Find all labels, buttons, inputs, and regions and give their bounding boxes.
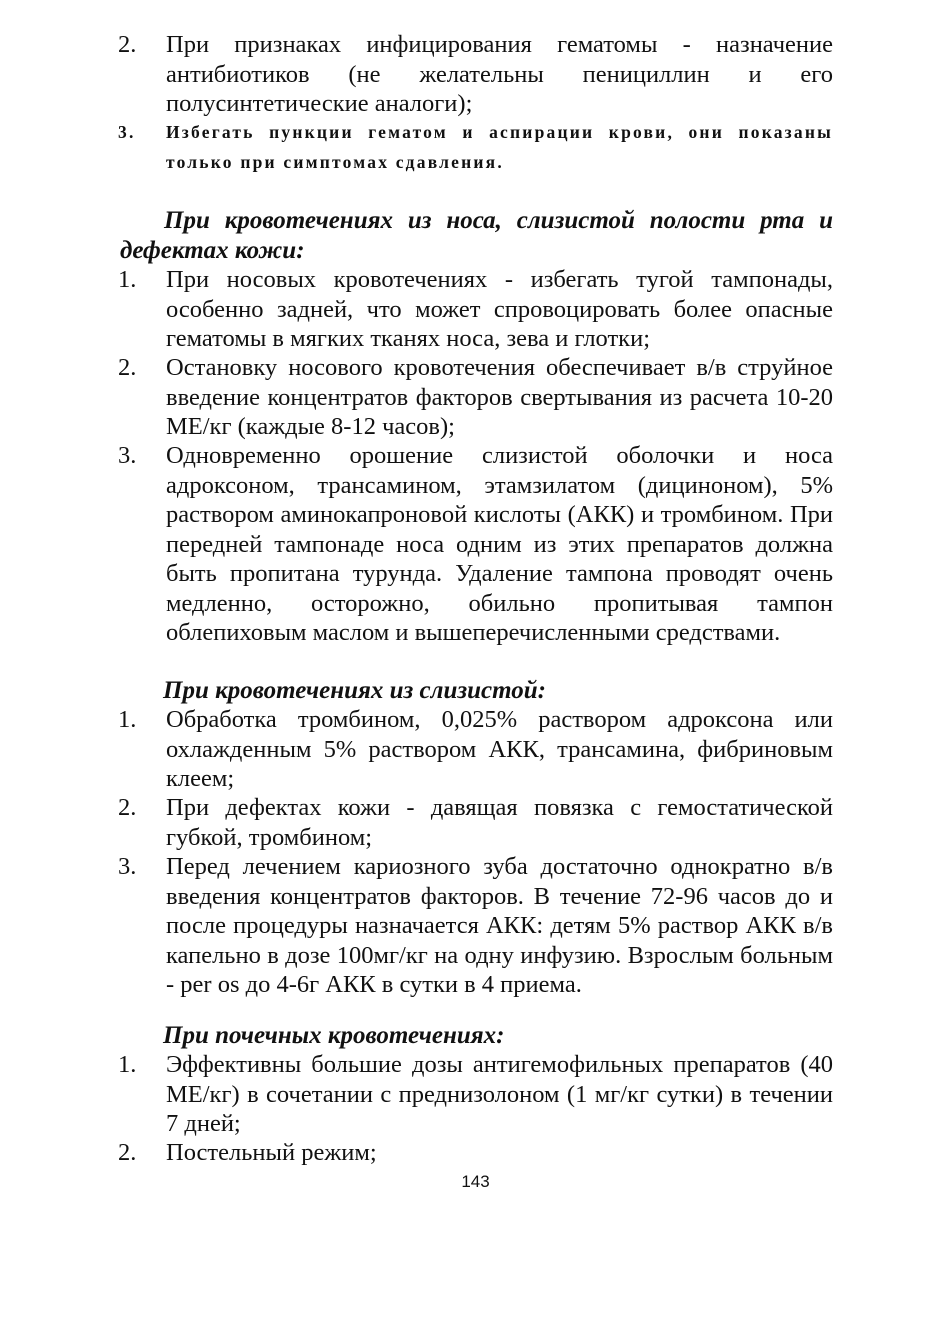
list-item-text: Остановку носового кровотечения обеспечивает в/в струйное введение концентратов факторов свертывания из расчета 10-20 МЕ/кг (каждые 8-12 часов); [166, 354, 833, 440]
list-item-text: При дефектах кожи - давящая повязка с гемостатической губкой, тромбином; [166, 794, 833, 851]
list-item-number: 2. [118, 354, 137, 381]
section-heading: При кровотечениях из слизистой: [163, 677, 546, 704]
list-item-bold [118, 118, 833, 177]
list-item-number: 2. [118, 1139, 137, 1166]
list-item-number: 1. [118, 706, 137, 733]
list-item-text: Одновременно орошение слизистой оболочки и носа адроксоном, трансамином, этамзилатом (дициноном), 5% раствором аминокапроновой кислоты (АКК) и тромбином. При передней тампонаде носа одним из этих препаратов должна быть пропитана турунда. Удаление тампона проводят очень медленно, осторожно, обильно пропитывая тампон облепиховым маслом и вышеперечисленными средствами. [166, 442, 833, 646]
section-heading: При почечных кровотечениях: [163, 1022, 505, 1049]
section-heading: При кровотечениях из носа, слизистой полости рта и дефектах кожи: [120, 207, 833, 264]
list-item-text: Избегать пункции гематом и аспирации крови, они показаны только при симптомах сдавления. [166, 122, 833, 172]
list-item-text: При признаках инфицирования гематомы - назначение антибиотиков (не желательны пенициллин и его полусинтетические аналоги); [166, 31, 833, 117]
list-item-text: Эффективны большие дозы антигемофильных препаратов (40 МЕ/кг) в сочетании с преднизолоном (1 мг/кг сутки) в течении 7 дней; [166, 1051, 833, 1137]
list-item [118, 30, 833, 119]
list-item [118, 441, 833, 648]
list-item-text: Перед лечением кариозного зуба достаточно однократно в/в введения концентратов факторов. В течение 72-96 часов до и после процедуры назначается АКК: детям 5% раствор АКК в/в капельно в дозе 100мг/кг на одну инфузию. Взрослым больным - per os до 4-6г АКК в сутки в 4 приема. [166, 853, 833, 998]
list-item-text: Постельный режим; [166, 1139, 377, 1166]
page-number: 143 [461, 1172, 490, 1191]
list-item-number: 3. [118, 122, 136, 142]
list-item [118, 353, 833, 442]
list-item [118, 793, 833, 852]
list-item-number: 2. [118, 794, 137, 821]
list-item-text: При носовых кровотечениях - избегать тугой тампонады, особенно задней, что может спровоцировать более опасные гематомы в мягких тканях носа, зева и глотки; [166, 266, 833, 352]
list-item-number: 3. [118, 442, 137, 469]
list-item-text: Обработка тромбином, 0,025% раствором адроксона или охлажденным 5% раствором АКК, трансамина, фибриновым клеем; [166, 706, 833, 792]
list-item-number: 2. [118, 31, 137, 58]
list-item-number: 1. [118, 1051, 137, 1078]
list-item-number: 1. [118, 266, 137, 293]
list-item-number: 3. [118, 853, 137, 880]
list-item [118, 1138, 833, 1168]
list-item [118, 705, 833, 794]
list-item [118, 852, 833, 1000]
list-item [118, 1050, 833, 1139]
list-item [118, 265, 833, 354]
